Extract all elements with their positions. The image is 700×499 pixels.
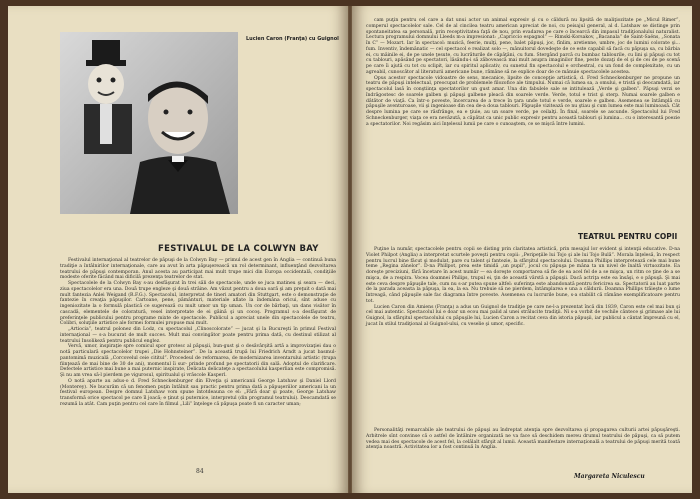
- left-body-text: [60, 258, 336, 408]
- left-page: [8, 6, 348, 493]
- photo-caption: Lucien Caron (Franţa) cu Guignol: [246, 36, 339, 42]
- puppeteer-photo: [60, 32, 238, 214]
- right-body-text-mid: [366, 247, 680, 328]
- paragraph: Vervă, umor, inspiraţie spre comicul spor grotesc al păpuşii, bun-gust şi o desăvârşită artă a improvizaţiei dau o notă particulară spectacolelor trupei „Die Hohnsteiner”. De la această trupă lui Friedrich Arndt a jucat basmul-pantomimă muzicală „Corcovelul ceie cititul”. Procedeul de reformarea, de modernizarea inventarului artistic (trupa fiinţează de mai bine de 30 de ani), momentul îi sur- prinde profund pe spectatorii din sală. Adoptul de clarificare. Defectele artistice mai bune a mai puternic inspirate, Delicata delicateţe a spectacolului kasperlian este compromisă. Şi nu am vrea să-l pierdem pe vigurosul, spiritualul şi vrăscole Kasperl.: [60, 344, 336, 378]
- right-body-text-top: [366, 18, 680, 127]
- right-body-text-bottom: [366, 428, 680, 451]
- paragraph: Festivalul internaţional al teatrelor de păpuşi de la Colwyn Bay — primul de acest gen în Anglia — continuă buna tradiţie a întâlnirilor internaţionale, care au avut în arta păpuşerească un rol determinant, influenţând dezvoltarea teatrului de păpuşi contemporan. Anul acesta au participat mai mult trupe mici din Europa occidentală, condiţiile modeste oferite făcând mai dificilă prezenţa teatrelor de stat.: [60, 258, 336, 281]
- paragraph: Puţine la număr, spectacolele pentru copii se disting prin claritatea artistică, prin mesajul lor evident şi intenţii educative. D-na Violet Philpot (Anglia) a interpretat scurtele poveşti pentru copii: „Peripeţiile lui Tojo şi ale lui Tojo Bulă”. Morala înţelesă, în respect pentru lucrul bine făcut şi modulat, pare cu talent şi fantezie, la sfârşitul spectacolului. Doamna Phillips interpretează cele mai bune teme „Regina zânelor”. D-na Phillpot, prea este timidă „un pupil”, jocul cu păpuşa pe mâna ta un nivel de înaltă virtuozitate. Ea doreşte preciziuni, fără încetare în acest număr — ea doreşte comportarea să fie de ea acel fel de a se mişca, un ritm ce ţine de a se mişca, de a respira. Vocea doamnei Philips, trupul ei, ţin de această vârstă a păpuşii. Dacă actriţa este ea însăşi, e o păpuşă. Şi mai este ceva despre păpuşile tale, cum nu s-ar putea spune altfel: suferinţa este abandonată pentru fericirea sa. Spectatorii au luat parte de la parada aceasta la păpuşa, la ea, la ea. Nu trebuie să ne pierdem, întâmplarea e una a căldurii. Doamna Phillips trăieşte o lume întreagă, când păpuşile sale fac diagrama între poveste. Asemenea cu lucrurile bune, s-a stabilit că rămâne exemplificatoare pentru tot.: [366, 247, 680, 304]
- paragraph: Opus acestor spectacole vidoastre de sens, mecanice, lipsite de concepţie artistică, d. Fred Schneckenburger ne propune un teatru de păpuşi intelectual, preocupat de problemele filozofice ale timpului. Numai că lumea sa, a omului, e tristă şi deocamdată, iar spectacolul lasă în conştiinţa spectatorilor un gust amar. Una din fabulele sale se intitulează „Verde şi galben”. Păpuşi verzi se îndrăgostesc de soarele galben şi păpuşi galbene pleacă din soarele verde. Verde, totul e trist şi sterp. Numai soarele galben e dătător de viaţă. Ca într-o poveste, încercarea de a trece în ţara unde totul e verde, soarele e galben. Asemenea se întâmplă cu păpuşile aventuroase, vii şi ingenioase din cea de-a doua tablouri. Păpuşile vizitează ce nu ştiau şi cum lumea este mai luminoasă. Cât despre lumina pe care se răsfrânge, ea e ţiuie, au un soare verde, pe ceilalţi. În final, soarele se ascunde. Spectacolul lui Fred Schneckenburger, viaţa ce era nevăzută, a căpătat ca unic public expresiv pentru această tablouri şi lumina... cu o interesantă poezie a spectatorilor. Noi regăsim aici înţelesul lumii pe care o cunoaştem, ce se mişcă între lumini.: [366, 75, 680, 127]
- section-title-children-theatre: TEATRUL PENTRU COPII: [578, 232, 678, 241]
- paragraph: „Artiocia”, teatrul polonez din Lodz, cu spectacolul „Clinoscolorate” — jucat şi la Bucureşti în primul Festival internaţional — s-a bucurat de mult succes. Mult mai convingător poate pentru prima dată, cu destinul stilizat al teatrului Insolikeză pentru publicul englez.: [60, 327, 336, 344]
- paragraph: cam puţin pentru cel care a dat unui actor un animal expresiv şi cu o căldură nu lipsită de maliţiozitate pe „Micul Rimer”, comperul spectacolelor sale. Cel de al cincilea teatru american apreciat de noi, cu peisajul general, al d. Latshaw se distinge prin spontaneitatea sa personală, prin receptivitatea faţă de nou, prin evadarea pe care o încearcă din impasul tradiţionalului naturalist. Lectura programului domnului Lleeds m-a impresionat: „Capriccio espagnol” — Rimski-Korsakov, „Bacanala” de Saint-Saëns, „Sonata în C” — Mozart. Iar în spectacol: muzică, feerie, mulţi, pene, balet păpuşi, joc, fînlim, aretienne, umbre, joc de lumini colorate şi... fum. Inventiv, îndemânatic — cel spectacol e realizat solo —, mânuitorul dovedeşte de ce este capabil să facă cu păpuşa sa, cu bărbia ei, cu mâinile ei, de pe unele ţesute, cu lucrăturile de căpăţâni, cu fum. Stergând parcă cu bumbac tablourile, cu lini şi păpuşi cu tot cu tablouri, apăsând pe spectatori, lăsându-i să zăbovească mai mult asupra imaginilor fine, peste dozaţi de el şi de cei de pe scenă pe care îi ajută cu tot cu sclipit, iar cu spiritul aplicativ, cu sunetul fin spectacolul e orchestral, cu un fond de complexitate, cu un agreabil, cunoscător al literaturii americane bune, rămâne să ne explice doar de ce mânuie spectacolele acestea.: [366, 18, 680, 75]
- paragraph: Personalităţi remarcabile ale teatrului de păpuşi au îndreptat atenţia spre dezvoltarea şi propagarea culturii artei păpuşăreşti. Arbitrele sînt convinse că o astfel de întâlnire organizată ne va face să deschidem mereu drumul teatrului de păpuşi, ca să putem vedea mai des spectacole de acest fel, la celălalt sfârşit al lumii. Această manifestare internaţională a teatrului de păpuşi merită toată atenţia noastră. Activitatea lor a fost continuă în Anglia.: [366, 428, 680, 451]
- author-signature: Margareta Niculescu: [574, 473, 645, 480]
- right-page: [352, 6, 692, 493]
- paragraph: O notă aparte au adus-o d. Fred Schneckenburger din Elveţia şi americanii George Latshaw şi Daniel Llord (Monterey). Ne bucurăm că un fenomen puţin întâlnit sau practic pentru prima dată a păpuşeriilor americani la un festival european. Despre domnul Latshaw vom spune întotdeauna ce el: „Fără doar şi poate, George Latshaw transformă orice spectacol pe care îl joacă; e ţinut şi puternice, interpretul (din programul teatrului). Deocamdată se rezumă la atât. Cam puţin pentru cel care în filmul „Lili” înţelege că păpuşa poate fi un caracter uman;: [60, 378, 336, 407]
- photo-illustration: [60, 32, 238, 214]
- paragraph: Lucien Caron din Amiens (Franţa) a adus un Guignol de tradiţie pe care ne-l-a prezentat încă din 1839, Caron este cel mai bun şi cel mai autentic. Spectacolul lui e doar un ecou mai palid al unei strălucite tradiţii. Ni s-a vorbit de vechile cântece şi grimase ale lui Guignol, la sfârşitul spectacolului cu păpuşile lui, Lucien Caron a recitat ceva din istoria păpuşii, iar publicul a cântat împreună cu el, jucat în stilul tradiţional al Guignol-ului, cu veselie şi umor, specific.: [366, 304, 680, 327]
- page-number: 84: [196, 468, 204, 475]
- section-title-festival: FESTIVALUL DE LA COLWYN BAY: [158, 244, 319, 254]
- paragraph: Spectacolele de la Colwyn Bay s-au desfăşurat în trei săli de spectacole, unde se juca matineu şi seara — deci, ziua spectacolelor era una. Două trupe engleze şi două străine. Am văzut pentru a doua oară şi am preţuit o dată mai mult fantezia Anlei Weigand (R.F.G.). Spectacolul, interpretat de tineri amatori din Stuttgart, este o demonstraţie de fantezie în creaţia păpuşilor. Cartoane, pene, pământuri, materiale aflate la îndemâna oricui, sînt aduse cu ingeniozitate la o formulă plastică ce sugerează cu mult umor un tip uman. Un cor de bărbaţi, un dans visător în cascadă, elementele de coloratură, vesel interpretate de ei găină şi un cocoş. Programul s-a desfăşurat de preferinţele publicului pentru programe mixte de spectacole. Publicul a apreciat unele din spectacolele de teatru, Colibri, soluţiile artistice ale formei formulei propuse mai mult.: [60, 281, 336, 327]
